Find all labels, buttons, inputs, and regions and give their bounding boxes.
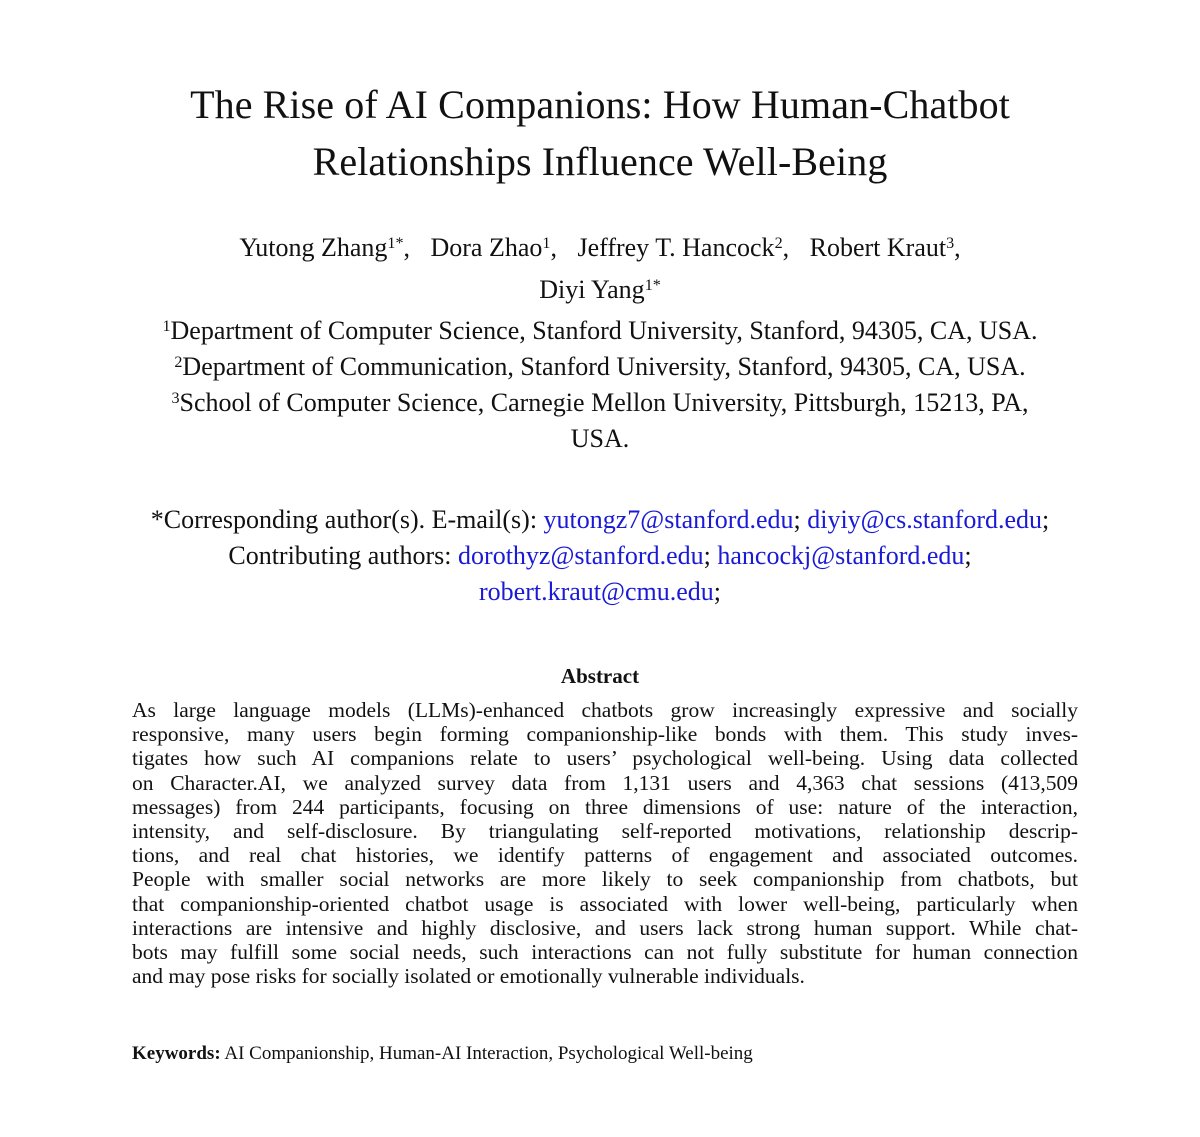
paper-title <box>0 76 1200 190</box>
author-name: Diyi Yang <box>539 275 645 304</box>
email-separator: ; <box>1042 505 1050 534</box>
affiliation-text: Department of Communication, Stanford University, Stanford, 94305, CA, USA. <box>182 352 1026 381</box>
affiliation-item <box>60 349 1140 385</box>
abstract-line: and may pose risks for socially isolated or emotionally vulnerable individuals. <box>132 964 805 989</box>
author-affiliation-mark: 2 <box>774 234 783 252</box>
contributing-label: Contributing authors: <box>228 541 459 570</box>
author-line-2 <box>0 269 1200 311</box>
affiliation-text: USA. <box>570 424 630 453</box>
abstract-line: bots may fulfill some social needs, such interactions can not fully substitute for human connection <box>132 940 1078 965</box>
contributing-authors-line-2 <box>40 574 1160 610</box>
abstract-line: on Character.AI, we analyzed survey data from 1,131 users and 4,363 chat sessions (413,509 <box>132 770 1078 795</box>
abstract-line: responsive, many users begin forming companionship-like bonds with them. This study inves- <box>132 722 1078 747</box>
affiliation-text: Department of Computer Science, Stanford University, Stanford, 94305, CA, USA. <box>170 316 1038 345</box>
keywords <box>132 1041 1078 1067</box>
email-link[interactable]: dorothyz@stanford.edu <box>458 541 704 570</box>
author-affiliation-mark: 1* <box>644 276 661 294</box>
email-link[interactable]: diyiy@cs.stanford.edu <box>807 505 1043 534</box>
affiliation-item-continued <box>60 421 1140 457</box>
contact-block <box>40 502 1160 610</box>
abstract-body <box>132 698 1078 988</box>
affiliation-list <box>60 313 1140 457</box>
affiliation-mark: 1 <box>162 317 171 335</box>
author-separator: , <box>954 233 961 262</box>
author-line-1 <box>0 227 1200 269</box>
author-separator: , <box>550 233 557 262</box>
affiliation-item <box>60 313 1140 349</box>
author-name: Robert Kraut <box>809 233 947 262</box>
author-separator: , <box>403 233 410 262</box>
author-separator: , <box>782 233 790 262</box>
email-separator: ; <box>793 505 801 534</box>
corresponding-authors-line <box>40 502 1160 538</box>
abstract-line: intensity, and self-disclosure. By triangulating self-reported motivations, relationship descrip- <box>132 819 1078 844</box>
author-affiliation-mark: 3 <box>946 234 955 252</box>
author-list <box>0 227 1200 311</box>
email-link[interactable]: yutongz7@stanford.edu <box>543 505 794 534</box>
author-name: Dora Zhao <box>430 233 543 262</box>
affiliation-text: School of Computer Science, Carnegie Mellon University, Pittsburgh, 15213, PA, <box>179 388 1029 417</box>
abstract-line: tigates how such AI companions relate to users’ psychological well-being. Using data collected <box>132 746 1078 771</box>
email-link[interactable]: hancockj@stanford.edu <box>717 541 965 570</box>
author-affiliation-mark: 1* <box>387 234 404 252</box>
affiliation-mark: 3 <box>171 389 180 407</box>
contributing-authors-line <box>40 538 1160 574</box>
author-name: Yutong Zhang <box>239 233 388 262</box>
corresponding-label: *Corresponding author(s). E-mail(s): <box>150 505 544 534</box>
abstract-line: tions, and real chat histories, we identify patterns of engagement and associated outcomes. <box>132 843 1078 868</box>
keywords-text: AI Companionship, Human-AI Interaction, Psychological Well-being <box>220 1043 753 1064</box>
abstract-line: that companionship-oriented chatbot usage is associated with lower well-being, particularly when <box>132 891 1078 916</box>
abstract-heading: Abstract <box>560 664 640 688</box>
title-line: The Rise of AI Companions: How Human-Chatbot <box>190 82 1010 127</box>
author-affiliation-mark: 1 <box>542 234 551 252</box>
affiliation-item <box>60 385 1140 421</box>
email-separator: ; <box>703 541 711 570</box>
abstract-line: messages) from 244 participants, focusing on three dimensions of use: nature of the interaction, <box>132 794 1078 819</box>
abstract-line: interactions are intensive and highly disclosive, and users lack strong human support. While chat- <box>132 915 1078 940</box>
keywords-label: Keywords: <box>132 1043 221 1064</box>
abstract-line: People with smaller social networks are more likely to seek companionship from chatbots, but <box>132 867 1078 892</box>
author-name: Jeffrey T. Hancock <box>577 233 775 262</box>
affiliation-mark: 2 <box>174 353 183 371</box>
email-separator: ; <box>964 541 972 570</box>
title-line: Relationships Influence Well-Being <box>312 139 888 184</box>
abstract-line: As large language models (LLMs)-enhanced chatbots grow increasingly expressive and socially <box>132 698 1078 722</box>
email-link[interactable]: robert.kraut@cmu.edu <box>479 577 714 606</box>
email-separator: ; <box>713 577 721 606</box>
